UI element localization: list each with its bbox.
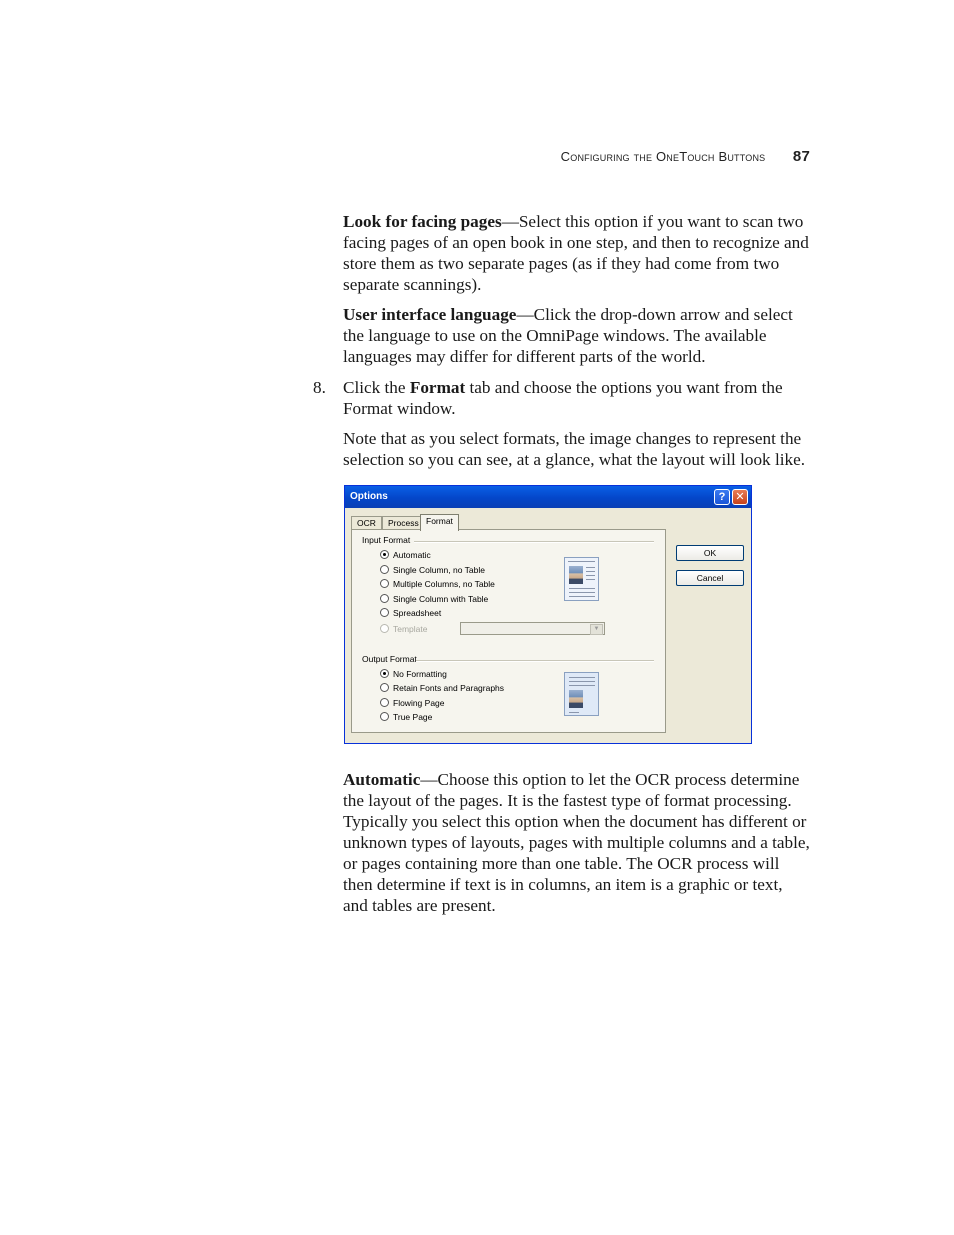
format-panel (351, 529, 666, 733)
options-dialog (344, 485, 752, 744)
radio-label: Template (393, 624, 428, 634)
close-icon[interactable]: ✕ (732, 489, 748, 505)
radio-label: Flowing Page (393, 698, 445, 708)
chevron-down-icon: ▼ (590, 624, 603, 635)
radio-label: Spreadsheet (393, 608, 442, 618)
step8-pre: Click the (343, 378, 410, 397)
output-format-label: Output Format (362, 654, 417, 664)
paragraph-ui-language (343, 304, 811, 367)
radio-label: True Page (393, 712, 433, 722)
radio-indicator (380, 624, 389, 633)
text-automatic: —Choose this option to let the OCR process determine the layout of the pages. It is the fastest type of format processing. Typically you select this option when the document has different or unknown types of layouts, pages with multiple columns and a table, or pages containing more than one table. The OCR process will then determine if text is in columns, an item is a graphic or text, and tables are present. (343, 770, 810, 915)
paragraph-facing-pages (343, 211, 811, 295)
term-ui-language: User interface language (343, 305, 517, 324)
page-number: 87 (792, 148, 810, 165)
ok-button[interactable]: OK (676, 545, 744, 561)
radio-label: No Formatting (393, 669, 447, 679)
output-format-divider (416, 660, 654, 662)
radio-indicator (380, 579, 389, 588)
text-facing-pages: —Select this option if you want to scan two facing pages of an open book in one step, and then to recognize and store them as two separate pages (as if they had come from two separate scannings). (343, 212, 809, 294)
step8-post: tab and choose the options you want from the Format window. (343, 378, 783, 418)
tab-ocr[interactable]: OCR (351, 516, 382, 530)
tab-process[interactable]: Process (382, 516, 425, 530)
radio-indicator (380, 594, 389, 603)
input-format-preview-icon (564, 557, 599, 601)
help-icon[interactable]: ? (714, 489, 730, 505)
tab-format[interactable]: Format (420, 514, 459, 531)
radio-indicator (380, 669, 389, 678)
radio-spreadsheet[interactable] (380, 607, 441, 619)
radio-single-column-no-table[interactable] (380, 564, 485, 576)
radio-automatic[interactable] (380, 549, 431, 561)
radio-indicator (380, 565, 389, 574)
radio-label: Multiple Columns, no Table (393, 579, 495, 589)
text-note: Note that as you select formats, the image changes to represent the selection so you can see, at a glance, what the layout will look like. (343, 429, 806, 469)
term-automatic: Automatic (343, 770, 421, 789)
term-format: Format (409, 378, 466, 397)
radio-indicator (380, 683, 389, 692)
radio-single-column-with-table[interactable] (380, 593, 488, 605)
radio-indicator (380, 712, 389, 721)
paragraph-automatic (343, 769, 811, 916)
radio-flowing-page[interactable] (380, 697, 445, 709)
radio-indicator (380, 608, 389, 617)
dialog-titlebar (345, 486, 751, 508)
radio-indicator (380, 698, 389, 707)
dialog-title: Options (350, 491, 388, 502)
radio-true-page[interactable] (380, 711, 432, 723)
template-dropdown (460, 622, 605, 635)
cancel-button[interactable]: Cancel (676, 570, 744, 586)
step-number: 8. (313, 378, 326, 397)
radio-multiple-columns-no-table[interactable] (380, 578, 495, 590)
output-format-preview-icon (564, 672, 599, 716)
input-format-label: Input Format (362, 535, 411, 545)
paragraph-step-8 (343, 377, 811, 419)
radio-label: Automatic (393, 550, 431, 560)
input-format-divider (414, 541, 654, 543)
term-facing-pages: Look for facing pages (343, 212, 502, 231)
running-header (480, 148, 810, 165)
radio-retain-fonts-and-paragraphs[interactable] (380, 682, 504, 694)
radio-indicator (380, 550, 389, 559)
radio-label: Single Column, no Table (393, 565, 485, 575)
radio-no-formatting[interactable] (380, 668, 447, 680)
paragraph-note (343, 428, 811, 470)
text-ui-language: —Click the drop-down arrow and select the language to use on the OmniPage windows. The available languages may differ for different parts of the world. (343, 305, 793, 366)
chapter-title: Configuring the OneTouch Buttons (560, 149, 766, 164)
radio-template (380, 623, 428, 635)
radio-label: Retain Fonts and Paragraphs (393, 683, 505, 693)
radio-label: Single Column with Table (393, 594, 489, 604)
